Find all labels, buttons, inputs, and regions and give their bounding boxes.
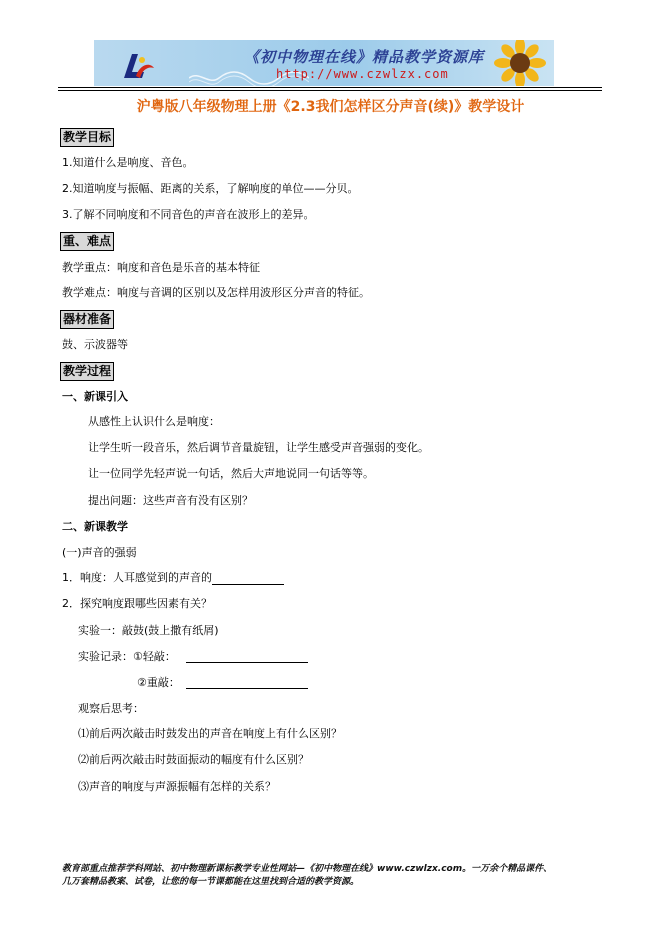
record-label: 实验记录： — [78, 650, 133, 663]
document-title: 沪粤版八年级物理上册《2.3我们怎样区分声音(续)》教学设计 — [136, 99, 525, 115]
banner-url[interactable]: http://www.czwlzx.com — [276, 67, 449, 81]
footer-line: 教育部重点推荐学科网站、初中物理新课标教学专业性网站—《初中物理在线》www.czwlzx.com。一万余个精品课件、 — [62, 864, 553, 874]
header-rule — [58, 90, 602, 91]
intro-heading: 一、新课引入 — [62, 390, 128, 403]
objective-item: 1.知道什么是响度、音色。 — [62, 156, 194, 169]
intro-item: 从感性上认识什么是响度： — [88, 415, 220, 428]
question-1 — [62, 571, 284, 585]
key-point-item: 教学重点：响度和音色是乐音的基本特征 — [62, 261, 260, 274]
materials-item: 鼓、示波器等 — [62, 338, 128, 351]
record-heavy: ②重敲： — [137, 676, 180, 689]
new-lesson-heading: 二、新课教学 — [62, 520, 128, 533]
sunflower-icon — [482, 40, 552, 86]
question-1-text: 1．响度：人耳感觉到的声音的 — [62, 571, 212, 584]
section-heading-process: 教学过程 — [60, 362, 114, 381]
header-rule — [58, 87, 602, 88]
header-banner — [94, 40, 554, 86]
record-row-1 — [78, 650, 176, 664]
key-point-item: 教学难点：响度与音调的区别以及怎样用波形区分声音的特征。 — [62, 286, 370, 299]
page-footer — [62, 863, 622, 889]
section-heading-materials: 器材准备 — [60, 310, 114, 329]
subsection-heading: (一)声音的强弱 — [62, 546, 137, 559]
intro-item: 提出问题：这些声音有没有区别？ — [88, 494, 253, 507]
section-heading-key-points: 重、难点 — [60, 232, 114, 251]
intro-item: 让学生听一段音乐，然后调节音量旋钮，让学生感受声音强弱的变化。 — [88, 441, 429, 454]
intro-item: 让一位同学先轻声说一句话，然后大声地说同一句话等等。 — [88, 467, 374, 480]
observe-label: 观察后思考： — [78, 702, 144, 715]
section-heading-objectives: 教学目标 — [60, 128, 114, 147]
objective-item: 2.知道响度与振幅、距离的关系，了解响度的单位——分贝。 — [62, 182, 359, 195]
answer-blank[interactable] — [212, 573, 284, 585]
think-question: ⑴前后两次敲击时鼓发出的声音在响度上有什么区别？ — [78, 727, 342, 740]
think-question: ⑵前后两次敲击时鼓面振动的幅度有什么区别？ — [78, 753, 309, 766]
answer-blank[interactable] — [186, 651, 308, 663]
think-question: ⑶声音的响度与声源振幅有怎样的关系？ — [78, 780, 276, 793]
banner-title: 《初中物理在线》精品教学资源库 — [244, 48, 485, 66]
question-2: 2．探究响度跟哪些因素有关？ — [62, 597, 212, 610]
answer-blank[interactable] — [186, 677, 308, 689]
experiment-1: 实验一：敲鼓(鼓上撒有纸屑) — [78, 624, 219, 637]
site-logo-icon — [120, 50, 156, 80]
footer-line: 几万套精品教案、试卷，让您的每一节课都能在这里找到合适的教学资源。 — [62, 877, 360, 887]
objective-item: 3.了解不同响度和不同音色的声音在波形上的差异。 — [62, 208, 315, 221]
record-light: ①轻敲： — [133, 650, 176, 663]
